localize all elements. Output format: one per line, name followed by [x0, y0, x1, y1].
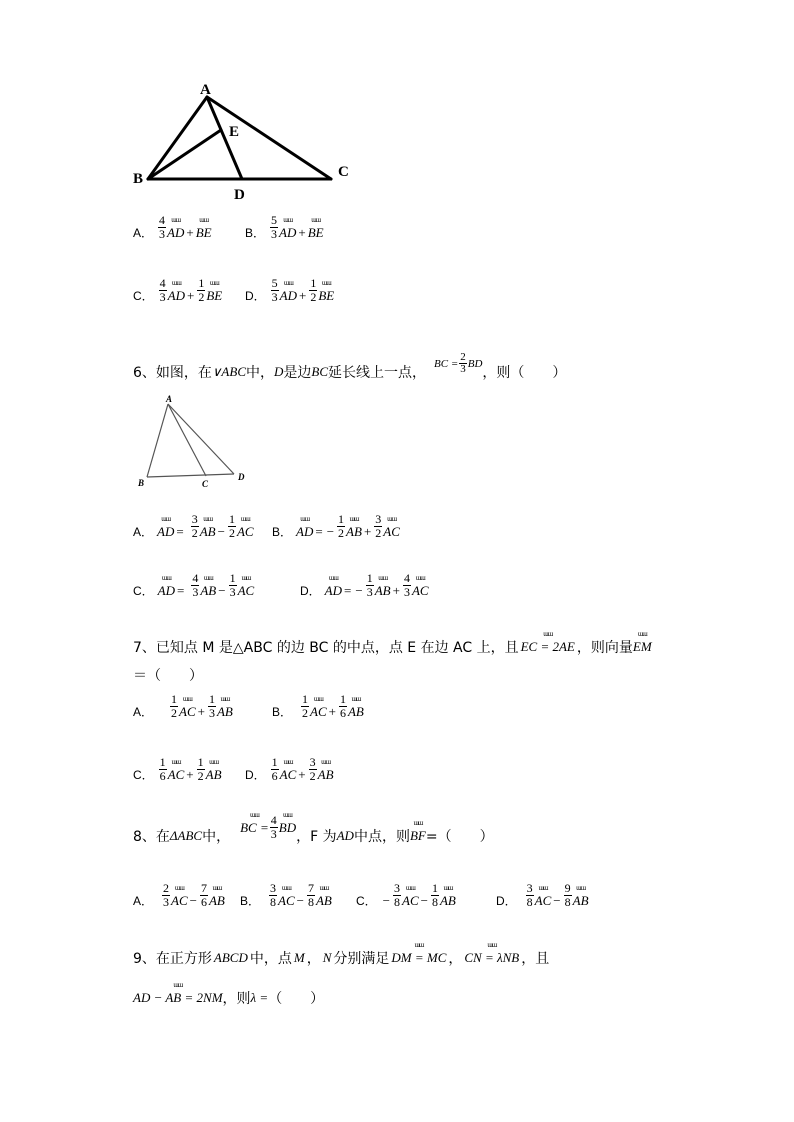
q7-option-c[interactable]: C． $\frac{1}{6}$ ɯɯ AC + $\frac{1}{2}$ ɯɯ AB [133, 755, 222, 783]
q8-option-d[interactable]: D． $\frac{3}{8}$ ɯɯ AC − $\frac{9}{8}$ ɯɯ AB [496, 881, 589, 909]
q5-option-d[interactable]: D． $\frac{5}{3}$ ɯɯ AD + $\frac{1}{2}$ ɯɯ BE [245, 276, 335, 304]
q6-option-d[interactable]: D． ɯɯ AD = − $\frac{1}{3}$ ɯɯ AB + $\frac{4}{3}$ ɯɯ AC [300, 571, 429, 599]
q8-option-b[interactable]: B． $\frac{3}{8}$ ɯɯ AC − $\frac{7}{8}$ ɯɯ AB [240, 881, 332, 909]
vector: ɯɯ BE [195, 216, 212, 240]
q5-option-c[interactable]: C． $\frac{4}{3}$ ɯɯ AD + $\frac{1}{2}$ ɯɯ BE [133, 276, 223, 304]
triangle-diagram-1 [130, 80, 360, 205]
label-c: C [338, 164, 349, 180]
q8-option-a[interactable]: A． $\frac{2}{3}$ ɯɯ AC − $\frac{7}{6}$ ɯɯ AB [133, 881, 225, 909]
vector: ɯɯ AD [279, 279, 298, 303]
label-a: A [200, 82, 211, 98]
fraction: $\frac{5}{3}$ [271, 276, 278, 304]
q6-option-b[interactable]: B． ɯɯ AD = − $\frac{1}{2}$ ɯɯ AB + $\frac{3}{2}$ ɯɯ AC [272, 512, 400, 540]
label-d: D [238, 472, 245, 482]
fraction: $\frac{1}{2}$ [198, 276, 205, 304]
vector: ɯɯ AD [167, 279, 186, 303]
label-c: C [202, 479, 209, 489]
q7-option-a[interactable]: A． $\frac{1}{2}$ ɯɯ AC + $\frac{1}{3}$ ɯɯ AB [133, 692, 233, 720]
q8-option-c[interactable]: C． − $\frac{3}{8}$ ɯɯ AC − $\frac{1}{8}$ ɯɯ AB [356, 881, 456, 909]
segment-be [148, 130, 221, 179]
vector: ɯɯ AD [279, 216, 297, 240]
q7-stem-line2: ＝（ ） [133, 668, 203, 684]
q5-option-b[interactable]: B． $\frac{5}{3}$ ɯɯ AD + ɯɯ BE [245, 213, 324, 241]
fraction: $\frac{4}{3}$ [159, 213, 166, 241]
q6-option-c[interactable]: C． ɯɯ AD = $\frac{4}{3}$ ɯɯ AB − $\frac{1}{3}$ ɯɯ AC [133, 571, 255, 599]
q8-stem: 8、 在 ΔABC 中， ɯɯ BC = $\frac{4}{3}$ ɯɯ BD ，F 为 AD 中点，则 ɯɯ BF =（ ） [133, 810, 494, 845]
label-e: E [229, 124, 240, 140]
q9-stem-line2: ɯɯ AD − AB = 2NM ，则 λ = （ ） [133, 981, 325, 1007]
vector: ɯɯ BE [206, 279, 223, 303]
label-b: B [133, 171, 144, 187]
q6-stem: 6、 如图，在 ∨ABC 中， D 是边 BC 延长线上一点， BC = $\frac{2}{3}$ BD ，则（ ） [133, 351, 567, 381]
triangle-diagram-2 [130, 392, 255, 492]
label-a: A [166, 394, 173, 404]
figure-triangle-abc-de [130, 80, 360, 205]
vector: ɯɯ AD [167, 216, 185, 240]
segment-ab [148, 97, 207, 179]
q6-option-a[interactable]: A． ɯɯ AD = $\frac{3}{2}$ ɯɯ AB − $\frac{1}{2}$ ɯɯ AC [133, 512, 254, 540]
q9-stem-line1: 9、 在正方形 ABCD 中，点 M ， N 分别满足 ɯɯ DM = MC ， ɯɯ CN = λNB ，且 [133, 941, 550, 967]
label-d: D [234, 187, 245, 203]
figure-triangle-abcd [130, 392, 255, 492]
label-b: B [138, 478, 145, 488]
q7-stem-line1: 7、已知点 M 是△ABC 的边 BC 的中点，点 E 在边 AC 上，且 ɯɯ EC = 2AE ，则向量 ɯɯ EM [133, 630, 652, 656]
fraction: $\frac{5}{3}$ [271, 213, 278, 241]
fraction: $\frac{1}{2}$ [310, 276, 317, 304]
vector: ɯɯ BE [307, 216, 324, 240]
fraction: $\frac{4}{3}$ [159, 276, 166, 304]
q7-option-b[interactable]: B． $\frac{1}{2}$ ɯɯ AC + $\frac{1}{6}$ ɯɯ AB [272, 692, 364, 720]
q7-option-d[interactable]: D． $\frac{1}{6}$ ɯɯ AC + $\frac{3}{2}$ ɯɯ AB [245, 755, 334, 783]
vector: ɯɯ BE [318, 279, 335, 303]
q5-option-a[interactable]: A． $\frac{4}{3}$ ɯɯ AD + ɯɯ BE [133, 213, 212, 241]
